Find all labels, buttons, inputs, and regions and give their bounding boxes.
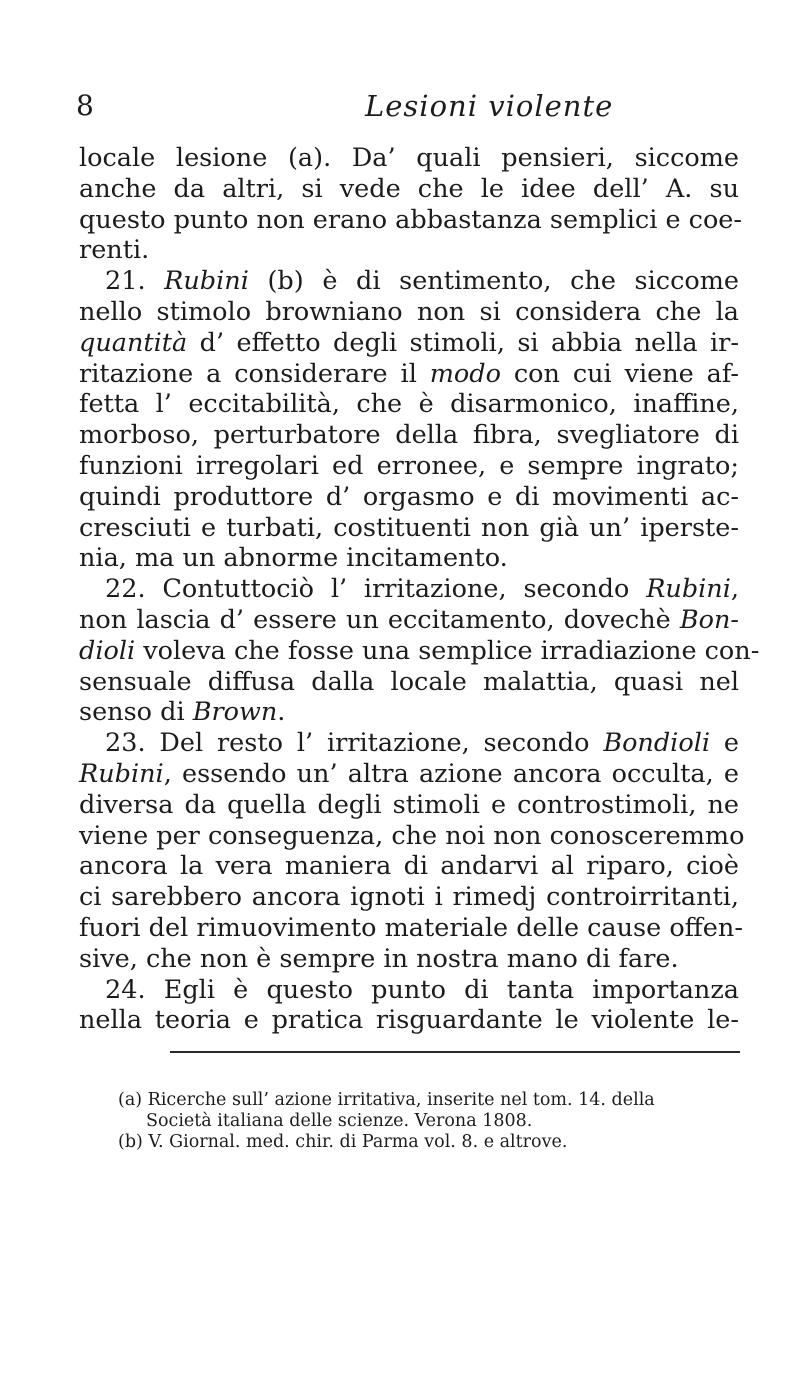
text-line: nia, ma un abnorme incitamento. <box>79 543 508 574</box>
text-line: funzioni irregolari ed erronee, e sempre ingrato; <box>79 450 739 481</box>
text-line: ancora la vera maniera di andarvi al riparo, cioè <box>79 851 739 882</box>
footnote-a-continued: Società italiana delle scienze. Verona 1808. <box>146 1111 533 1131</box>
text-line: Rubini, essendo un’ altra azione ancora occulta, e <box>79 758 739 789</box>
text-line: anche da altri, si vede che le idee dell’ A. su <box>79 173 739 204</box>
author-name: Rubini <box>646 574 731 605</box>
text-line: fetta l’ eccitabilità, che è disarmonico, inaffine, <box>79 389 739 420</box>
text-line: cresciuti e turbati, costituenti non già un’ iperste- <box>79 512 739 543</box>
paragraph-24-start: 24. Egli è questo punto di tanta importanza <box>105 974 739 1005</box>
text-line: questo punto non erano abbastanza semplici e coe- <box>79 204 742 235</box>
text-line: ci sarebbero ancora ignoti i rimedj controirritanti, <box>79 882 739 913</box>
author-name: Brown <box>192 697 278 728</box>
text-line: ritazione a considerare il modo con cui viene af- <box>79 358 739 389</box>
text-line: diversa da quella degli stimoli e controstimoli, ne <box>79 789 739 820</box>
body-text <box>79 143 760 1036</box>
text-line: non lascia d’ essere un eccitamento, dovechè Bon- <box>79 604 739 635</box>
author-name: dioli <box>79 635 136 666</box>
author-name: Bon- <box>679 604 739 635</box>
text-line: viene per conseguenza, che noi non conosceremmo <box>79 820 745 851</box>
text-line: sive, che non è sempre in nostra mano di fare. <box>79 943 679 974</box>
text-line: dioli voleva che fosse una semplice irradiazione con- <box>79 635 760 666</box>
text-line: quindi produttore d’ orgasmo e di movimenti ac- <box>79 481 739 512</box>
text-line: morboso, perturbatore della fibra, svegliatore di <box>79 420 739 451</box>
page-number: 8 <box>76 89 94 122</box>
author-name: Rubini <box>79 758 164 789</box>
running-title: Lesioni violente <box>365 89 614 123</box>
author-name: Bondioli <box>603 728 711 759</box>
text-line: quantità d’ effetto degli stimoli, si abbia nella ir- <box>79 327 739 358</box>
text-line: nello stimolo browniano non si considera che la <box>79 296 739 327</box>
text-line: locale lesione (a). Da’ quali pensieri, siccome <box>79 143 739 173</box>
text-line: fuori del rimuovimento materiale delle cause offen- <box>79 912 743 943</box>
text-line: senso di Brown. <box>79 697 286 728</box>
footnotes <box>118 1090 740 1153</box>
emphasis-term: quantità <box>79 327 188 358</box>
text-line: renti. <box>79 235 150 266</box>
footnote-divider <box>170 1051 740 1053</box>
emphasis-term: modo <box>429 358 501 389</box>
author-name: Rubini <box>164 266 249 297</box>
footnote-b: (b) V. Giornal. med. chir. di Parma vol. 8. e altrove. <box>118 1132 568 1152</box>
paragraph-22-start: 22. Contuttociò l’ irritazione, secondo Rubini, <box>105 574 739 605</box>
footnote-a: (a) Ricerche sull’ azione irritativa, inserite nel tom. 14. della <box>118 1090 655 1110</box>
paragraph-21-start: 21. Rubini (b) è di sentimento, che siccome <box>105 266 739 297</box>
paragraph-23-start: 23. Del resto l’ irritazione, secondo Bondioli e <box>105 728 739 759</box>
text-line: sensuale diffusa dalla locale malattia, quasi nel <box>79 666 739 697</box>
text-line: nella teoria e pratica risguardante le violente le- <box>79 1005 739 1036</box>
